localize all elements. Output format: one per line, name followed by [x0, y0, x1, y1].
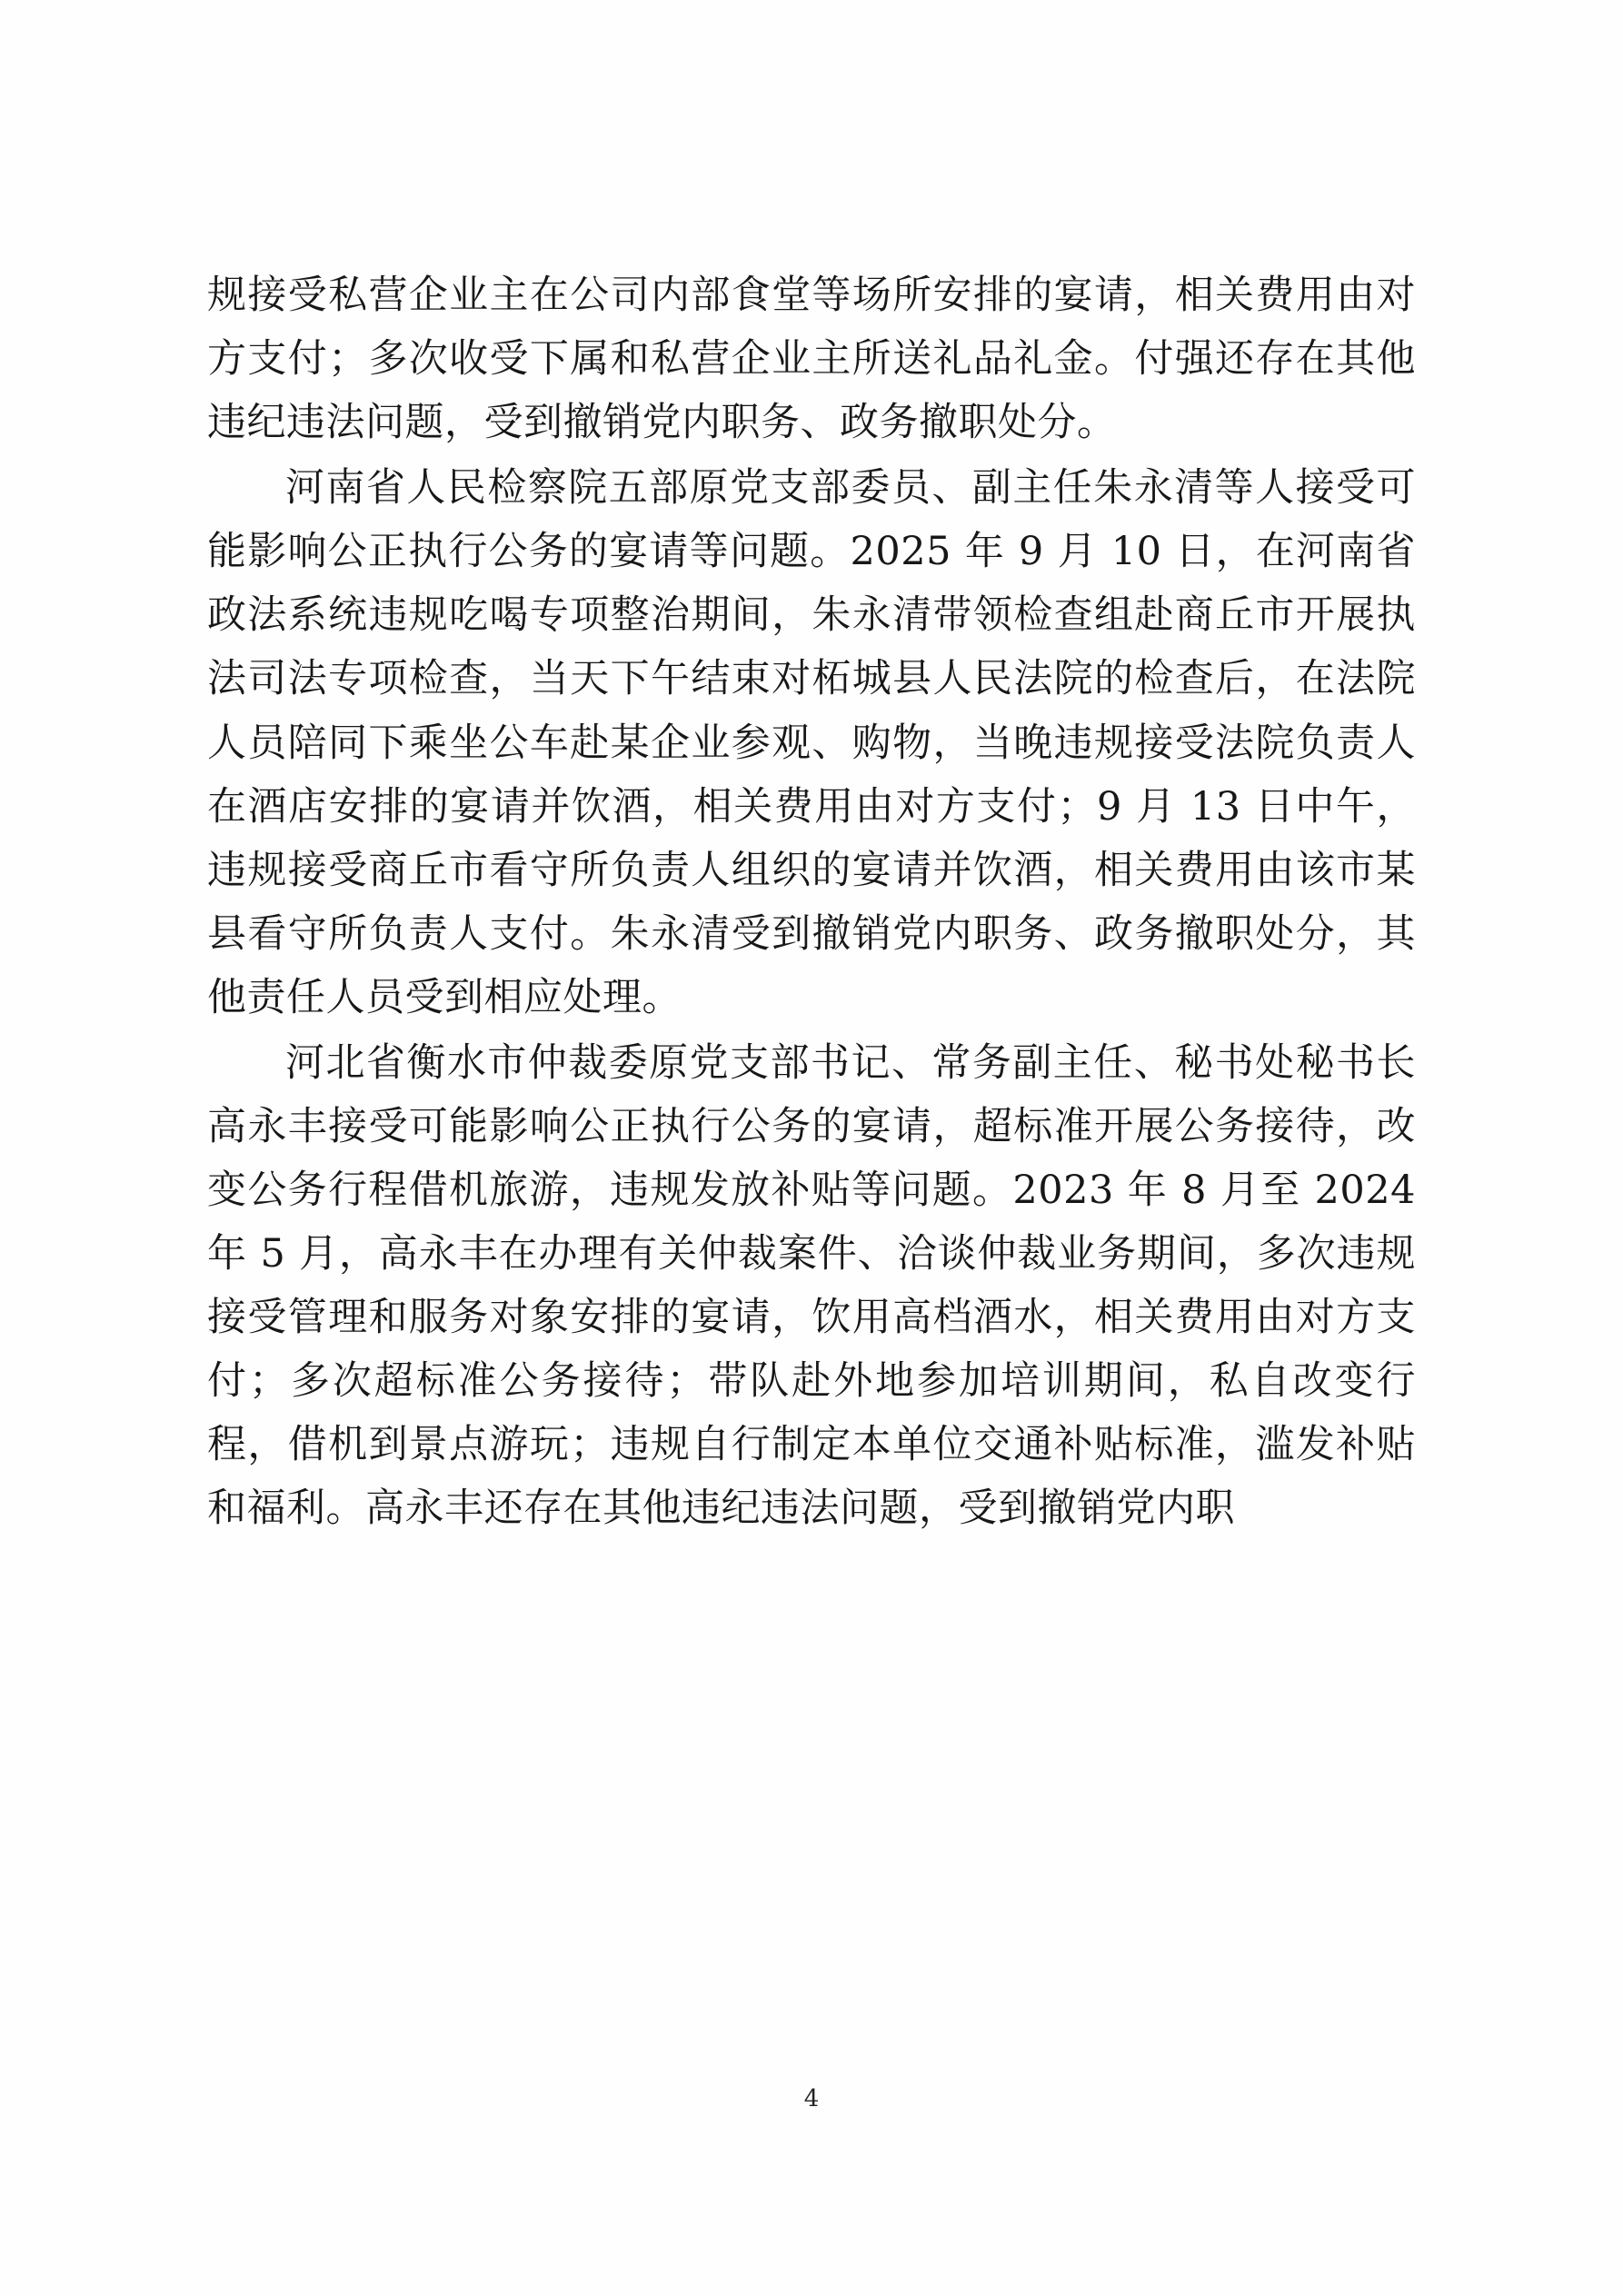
paragraph-2: 河南省人民检察院五部原党支部委员、副主任朱永清等人接受可能影响公正执行公务的宴请等问题。2025 年 9 月 10 日，在河南省政法系统违规吃喝专项整治期间，朱永清带领检查组赴商丘市开展执法司法专项检查，当天下午结束对柘城县人民法院的检查后，在法院人员陪同下乘坐公车赴某企业参观、购物，当晚违规接受法院负责人在酒店安排的宴请并饮酒，相关费用由对方支付；9 月 13 日中午，违规接受商丘市看守所负责人组织的宴请并饮酒，相关费用由该市某县看守所负责人支付。朱永清受到撤销党内职务、政务撤职处分，其他责任人员受到相应处理。	[207, 465, 1416, 1020]
page-number: 4	[803, 2085, 820, 2112]
paragraph-1: 规接受私营企业主在公司内部食堂等场所安排的宴请，相关费用由对方支付；多次收受下属和私营企业主所送礼品礼金。付强还存在其他违纪违法问题，受到撤销党内职务、政务撤职处分。	[207, 273, 1416, 446]
document-body	[207, 263, 1416, 1543]
paragraph-3: 河北省衡水市仲裁委原党支部书记、常务副主任、秘书处秘书长高永丰接受可能影响公正执行公务的宴请，超标准开展公务接待，改变公务行程借机旅游，违规发放补贴等问题。2023 年 8 月至 2024 年 5 月，高永丰在办理有关仲裁案件、洽谈仲裁业务期间，多次违规接受管理和服务对象安排的宴请，饮用高档酒水，相关费用由对方支付；多次超标准公务接待；带队赴外地参加培训期间，私自改变行程，借机到景点游玩；违规自行制定本单位交通补贴标准，滥发补贴和福利。高永丰还存在其他违纪违法问题，受到撤销党内职	[207, 1039, 1416, 1532]
